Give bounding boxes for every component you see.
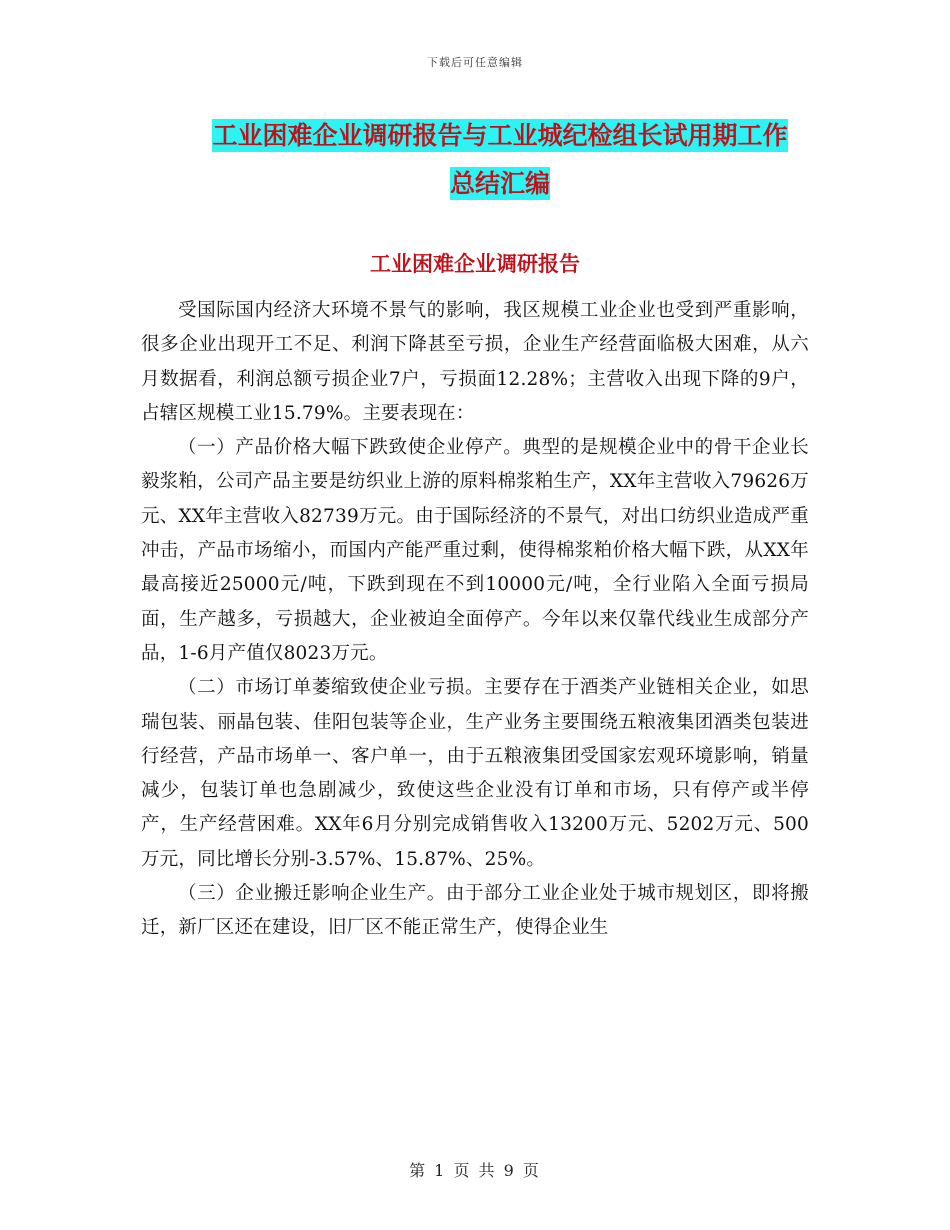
document-title-line2: 总结汇编 [449,169,550,198]
paragraph-order-shrink: （二）市场订单萎缩致使企业亏损。主要存在于酒类产业链相关企业，如思瑞包装、丽晶包装、佳阳包装等企业，生产业务主要围绕五粮液集团酒类包装进行经营，产品市场单一、客户单一，由于五粮液集团受国家宏观环境影响，销量减少，包装订单也急剧减少，致使这些企业没有订单和市场，只有停产或半停产，生产经营困难。XX年6月分别完成销售收入13200万元、5202万元、500万元，同比增长分别-3.57%、15.87%、25%。 [141,677,809,870]
document-title-line1: 工业困难企业调研报告与工业城纪检组长试用期工作 [212,121,788,150]
document-title [120,112,880,208]
paragraph-relocation: （三）企业搬迁影响企业生产。由于部分工业企业处于城市规划区，即将搬迁，新厂区还在建设，旧厂区不能正常生产，使得企业生 [141,883,809,939]
page-footer: 第 1 页 共 9 页 [409,1161,541,1180]
section-title: 工业困难企业调研报告 [370,252,580,276]
paragraph-price-drop: （一）产品价格大幅下跌致使企业停产。典型的是规模企业中的骨干企业长毅浆粕，公司产品主要是纺织业上游的原料棉浆粕生产，XX年主营收入79626万元、XX年主营收入82739万元。由于国际经济的不景气，对出口纺织业造成严重冲击，产品市场缩小，而国内产能严重过剩，使得棉浆粕价格大幅下跌，从XX年最高接近25000元/吨，下跌到现在不到10000元/吨，全行业陷入全面亏损局面，生产越多，亏损越大，企业被迫全面停产。今年以来仅靠代线业生成部分产品，1-6月产值仅8023万元。 [141,437,809,664]
paragraph-intro: 受国际国内经济大环境不景气的影响，我区规模工业企业也受到严重影响，很多企业出现开工不足、利润下降甚至亏损，企业生产经营面临极大困难，从六月数据看，利润总额亏损企业7户，亏损面12.28%；主营收入出现下降的9户，占辖区规模工业15.79%。主要表现在： [141,300,809,424]
body-text [141,294,809,946]
header-note: 下载后可任意编辑 [427,56,523,69]
